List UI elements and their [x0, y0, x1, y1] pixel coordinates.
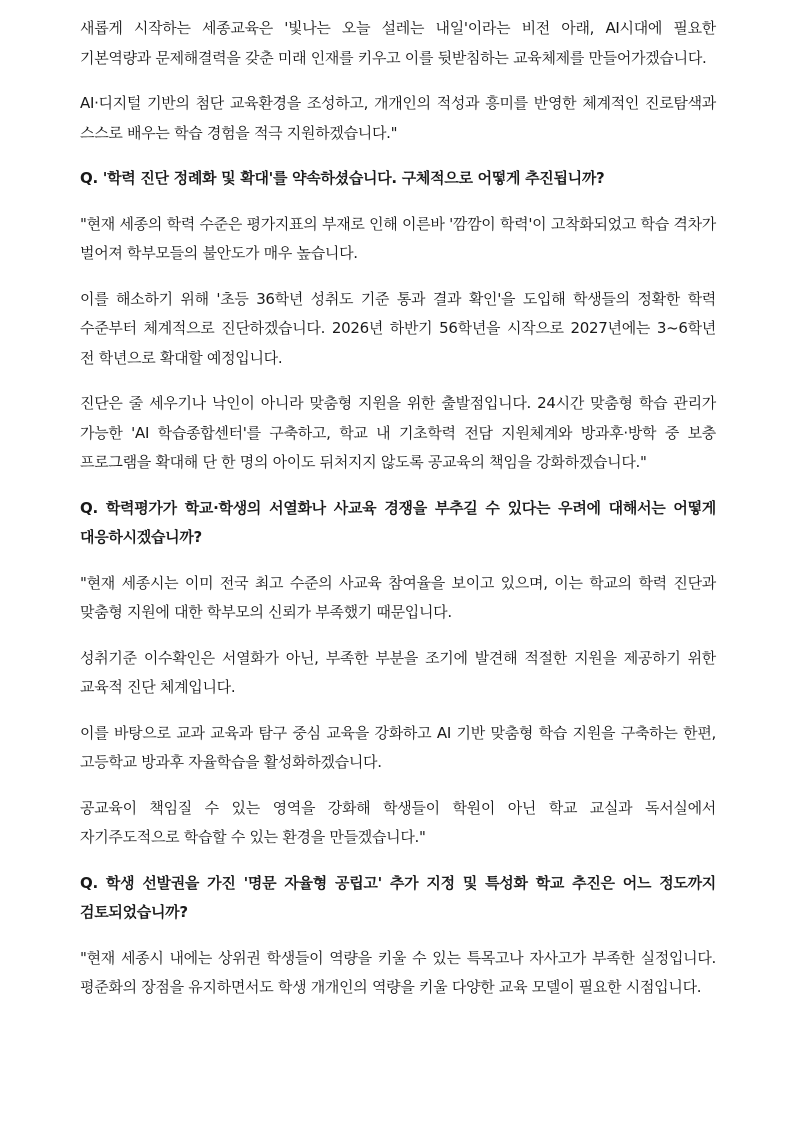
- question-diagnosis: Q. '학력 진단 정례화 및 확대'를 약속하셨습니다. 구체적으로 어떻게 추진됩니까?: [80, 169, 605, 187]
- paragraph-public-education: 공교육이 책임질 수 있는 영역을 강화해 학생들이 학원이 아닌 학교 교실과 독서실에서 자기주도적으로 학습할 수 있는 환경을 만들겠습니다.": [80, 798, 716, 846]
- question-autonomous-high-school: Q. 학생 선발권을 가진 '명문 자율형 공립고' 추가 지정 및 특성화 학교 추진은 어느 정도까지 검토되었습니까?: [80, 873, 716, 921]
- paragraph-private-education: "현재 세종시는 이미 전국 최고 수준의 사교육 참여율을 보이고 있으며, 이는 학교의 학력 진단과 맞춤형 지원에 대한 학부모의 신뢰가 부족했기 때문입니다.: [80, 573, 716, 621]
- article-body: [80, 14, 716, 1019]
- paragraph-current-level: "현재 세종의 학력 수준은 평가지표의 부재로 인해 이른바 '깜깜이 학력'이 고착화되었고 학습 격차가 벌어져 학부모들의 불안도가 매우 높습니다.: [80, 214, 716, 262]
- paragraph-vision: 새롭게 시작하는 세종교육은 '빛나는 오늘 설레는 내일'이라는 비전 아래, AI시대에 필요한 기본역량과 문제해결력을 갖춘 미래 인재를 키우고 이를 뒷받침하는 교육체제를 만들어가겠습니다.: [80, 19, 716, 67]
- paragraph-achievement-check: 성취기준 이수확인은 서열화가 아닌, 부족한 부분을 조기에 발견해 적절한 지원을 제공하기 위한 교육적 진단 체계입니다.: [80, 648, 716, 696]
- paragraph-support: 진단은 줄 세우기나 낙인이 아니라 맞춤형 지원을 위한 출발점입니다. 24시간 맞춤형 학습 관리가 가능한 'AI 학습종합센터'를 구축하고, 학교 내 기초학력 전담 지원체계와 방과후·방학 중 보충 프로그램을 확대해 단 한 명의 아이도 뒤처지지 않도록 공교육의 책임을 강화하겠습니다.": [80, 394, 716, 471]
- paragraph-ai-support: 이를 바탕으로 교과 교육과 탐구 중심 교육을 강화하고 AI 기반 맞춤형 학습 지원을 구축하는 한편, 고등학교 방과후 자율학습을 활성화하겠습니다.: [80, 723, 716, 771]
- paragraph-plan: 이를 해소하기 위해 '초등 36학년 성취도 기준 통과 결과 확인'을 도입해 학생들의 정확한 학력 수준부터 체계적으로 진단하겠습니다. 2026년 하반기 56학년을 시작으로 2027년에는 3~6학년 전 학년으로 확대할 예정입니다.: [80, 289, 716, 367]
- question-ranking-concern: Q. 학력평가가 학교·학생의 서열화나 사교육 경쟁을 부추길 수 있다는 우려에 대해서는 어떻게 대응하시겠습니까?: [80, 498, 716, 546]
- paragraph-digital: AI·디지털 기반의 첨단 교육환경을 조성하고, 개개인의 적성과 흥미를 반영한 체계적인 진로탐색과 스스로 배우는 학습 경험을 적극 지원하겠습니다.": [80, 94, 716, 142]
- paragraph-special-schools: "현재 세종시 내에는 상위권 학생들이 역량을 키울 수 있는 특목고나 자사고가 부족한 실정입니다. 평준화의 장점을 유지하면서도 학생 개개인의 역량을 키울 다양한 교육 모델이 필요한 시점입니다.: [80, 948, 716, 996]
